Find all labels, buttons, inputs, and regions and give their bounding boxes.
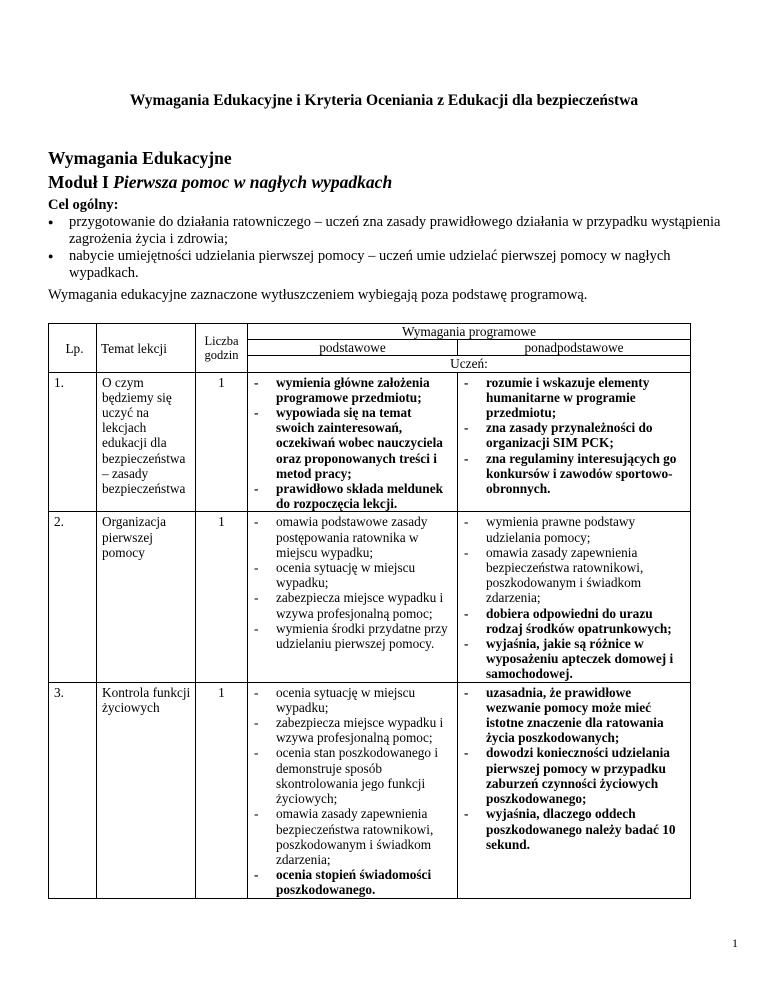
table-row bbox=[49, 682, 691, 898]
requirement-item: - ocenia sytuację w miejscu wypadku; bbox=[254, 560, 453, 590]
requirement-item: - zna regulaminy interesujących go konkursów i zawodów sportowo-obronnych. bbox=[464, 451, 686, 497]
bold-requirements-note: Wymagania edukacyjne zaznaczone wytłuszczeniem wybiegają poza podstawę programową. bbox=[48, 287, 588, 303]
basic-requirements bbox=[248, 372, 458, 512]
header-extended: ponadpodstawowe bbox=[458, 340, 691, 356]
goal-list bbox=[48, 214, 738, 282]
requirement-item: - wymienia prawne podstawy udzielania pomocy; bbox=[464, 514, 686, 544]
requirement-item: - ocenia stan poszkodowanego i demonstruje sposób skontrolowania jego funkcji życiowych; bbox=[254, 745, 453, 806]
header-basic: podstawowe bbox=[248, 340, 458, 356]
lesson-topic: Kontrola funkcji życiowych bbox=[97, 682, 196, 898]
requirement-item: - uzasadnia, że prawidłowe wezwanie pomocy może mieć istotne znaczenie dla ratowania życia poszkodowanych; bbox=[464, 685, 686, 746]
section-heading: Wymagania Edukacyjne bbox=[48, 148, 232, 168]
requirement-item: - ocenia stopień świadomości poszkodowanego. bbox=[254, 867, 453, 897]
requirement-item: - dowodzi konieczności udzielania pierwszej pomocy w przypadku zaburzeń czynności życiowych poszkodowanego; bbox=[464, 745, 686, 806]
requirement-item: - dobiera odpowiedni do urazu rodzaj środków opatrunkowych; bbox=[464, 606, 686, 636]
module-heading bbox=[48, 172, 392, 193]
goal-label: Cel ogólny: bbox=[48, 197, 119, 213]
requirement-list bbox=[254, 375, 453, 512]
extended-requirements bbox=[458, 512, 691, 682]
lesson-number: 1. bbox=[49, 372, 97, 512]
lesson-number: 2. bbox=[49, 512, 97, 682]
table-body bbox=[49, 372, 691, 898]
lesson-topic: O czym będziemy się uczyć na lekcjach edukacji dla bezpieczeństwa – zasady bezpieczeństwa bbox=[97, 372, 196, 512]
requirement-item: - zabezpiecza miejsce wypadku i wzywa profesjonalną pomoc; bbox=[254, 590, 453, 620]
requirement-item: - wyjaśnia, dlaczego oddech poszkodowanego należy badać 10 sekund. bbox=[464, 806, 686, 852]
requirement-list bbox=[254, 685, 453, 898]
basic-requirements bbox=[248, 512, 458, 682]
requirement-item: - wypowiada się na temat swoich zainteresowań, oczekiwań wobec nauczyciela oraz proponowanych treści i metod pracy; bbox=[254, 405, 453, 481]
header-topic: Temat lekcji bbox=[97, 324, 196, 373]
lesson-topic: Organizacja pierwszej pomocy bbox=[97, 512, 196, 682]
requirement-item: - rozumie i wskazuje elementy humanitarne w programie przedmiotu; bbox=[464, 375, 686, 421]
lesson-hours: 1 bbox=[196, 682, 248, 898]
requirement-item: - omawia podstawowe zasady postępowania ratownika w miejscu wypadku; bbox=[254, 514, 453, 560]
lesson-hours: 1 bbox=[196, 512, 248, 682]
requirement-list bbox=[254, 514, 453, 651]
requirement-item: - wymienia główne założenia programowe przedmiotu; bbox=[254, 375, 453, 405]
goal-item: ● przygotowanie do działania ratowniczego – uczeń zna zasady prawidłowego działania w przypadku wystąpienia zagrożenia życia i zdrowia; bbox=[48, 214, 738, 248]
requirement-item: - omawia zasady zapewnienia bezpieczeństwa ratownikowi, poszkodowanym i świadkom zdarzenia; bbox=[464, 545, 686, 606]
header-lp: Lp. bbox=[49, 324, 97, 373]
lesson-hours: 1 bbox=[196, 372, 248, 512]
requirement-list bbox=[464, 375, 686, 497]
requirement-item: - zabezpiecza miejsce wypadku i wzywa profesjonalną pomoc; bbox=[254, 715, 453, 745]
document-title: Wymagania Edukacyjne i Kryteria Oceniania z Edukacji dla bezpieczeństwa bbox=[129, 92, 639, 109]
requirement-item: - wymienia środki przydatne przy udzielaniu pierwszej pomocy. bbox=[254, 621, 453, 651]
requirement-list bbox=[464, 685, 686, 852]
header-program-requirements: Wymagania programowe bbox=[248, 324, 691, 340]
goal-item: ● nabycie umiejętności udzielania pierwszej pomocy – uczeń umie udzielać pierwszej pomocy w nagłych wypadkach. bbox=[48, 248, 738, 282]
basic-requirements bbox=[248, 682, 458, 898]
table-row bbox=[49, 372, 691, 512]
requirement-item: - ocenia sytuację w miejscu wypadku; bbox=[254, 685, 453, 715]
requirements-table bbox=[48, 323, 691, 899]
requirement-item: - prawidłowo składa meldunek do rozpoczęcia lekcji. bbox=[254, 481, 453, 511]
requirement-list bbox=[464, 514, 686, 681]
header-hours: Liczba godzin bbox=[196, 324, 248, 373]
extended-requirements bbox=[458, 372, 691, 512]
table-row bbox=[49, 512, 691, 682]
module-prefix: Moduł I bbox=[48, 172, 109, 192]
module-title: Pierwsza pomoc w nagłych wypadkach bbox=[113, 172, 393, 192]
lesson-number: 3. bbox=[49, 682, 97, 898]
requirement-item: - omawia zasady zapewnienia bezpieczeństwa ratownikowi, poszkodowanym i świadkom zdarzenia; bbox=[254, 806, 453, 867]
requirement-item: - wyjaśnia, jakie są różnice w wyposażeniu apteczek domowej i samochodowej. bbox=[464, 636, 686, 682]
page-number: 1 bbox=[732, 936, 738, 950]
extended-requirements bbox=[458, 682, 691, 898]
header-student: Uczeń: bbox=[248, 356, 691, 372]
requirement-item: - zna zasady przynależności do organizacji SIM PCK; bbox=[464, 420, 686, 450]
